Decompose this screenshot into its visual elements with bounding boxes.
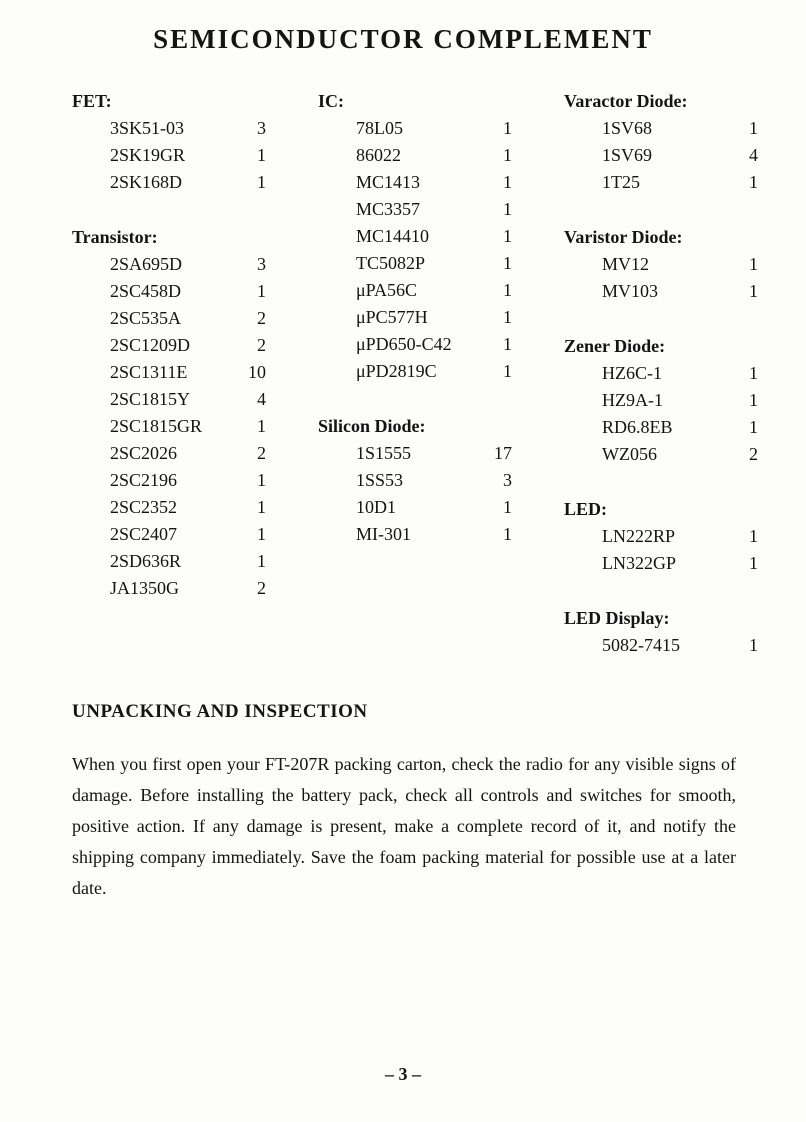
part-number: 2SK168D: [110, 172, 183, 192]
part-number: MV103: [602, 281, 659, 301]
part-quantity: 1: [257, 551, 266, 571]
part-row: [318, 142, 512, 169]
part-number: 1T25: [602, 172, 640, 192]
part-row: [564, 360, 758, 387]
part-quantity: 1: [749, 526, 758, 546]
group-varactor-diode: [564, 88, 758, 196]
part-quantity: 1: [749, 553, 758, 573]
group-header: Varistor Diode:: [564, 227, 683, 247]
part-number: HZ6C-1: [602, 363, 662, 383]
group-header: LED Display:: [564, 608, 670, 628]
part-row: [72, 142, 266, 169]
part-row: [564, 251, 758, 278]
part-number: LN222RP: [602, 526, 676, 546]
semiconductor-lists: [72, 88, 758, 659]
part-number: 2SD636R: [110, 551, 182, 571]
part-row: [318, 169, 512, 196]
part-quantity: 1: [257, 416, 266, 436]
part-row: [564, 523, 758, 550]
part-number: 2SC2407: [110, 524, 178, 544]
part-quantity: 2: [257, 443, 266, 463]
part-number: μPD650-C42: [356, 334, 452, 354]
group-varistor-diode: [564, 224, 758, 305]
part-quantity: 1: [749, 118, 758, 138]
part-quantity: 1: [503, 524, 512, 544]
part-quantity: 2: [257, 308, 266, 328]
group-fet: [72, 88, 266, 196]
part-row: [72, 467, 266, 494]
part-row: [318, 467, 512, 494]
part-number: MV12: [602, 254, 650, 274]
part-number: 2SC1311E: [110, 362, 188, 382]
part-quantity: 1: [257, 145, 266, 165]
page-title: SEMICONDUCTOR COMPLEMENT: [153, 24, 653, 54]
part-quantity: 1: [749, 254, 758, 274]
part-quantity: 4: [749, 145, 758, 165]
part-quantity: 1: [503, 361, 512, 381]
part-quantity: 1: [749, 363, 758, 383]
group-header: Silicon Diode:: [318, 416, 426, 436]
part-row: [318, 358, 512, 385]
part-quantity: 1: [749, 390, 758, 410]
part-row: [564, 632, 758, 659]
part-row: [318, 196, 512, 223]
part-quantity: 1: [503, 334, 512, 354]
part-quantity: 1: [503, 307, 512, 327]
part-row: [318, 223, 512, 250]
part-number: TC5082P: [356, 253, 426, 273]
part-quantity: 10: [248, 362, 266, 382]
group-led: [564, 496, 758, 577]
part-quantity: 1: [749, 172, 758, 192]
part-quantity: 2: [257, 335, 266, 355]
group-header: LED:: [564, 499, 608, 519]
group-header: Varactor Diode:: [564, 91, 688, 111]
part-quantity: 1: [749, 417, 758, 437]
part-quantity: 4: [257, 389, 266, 409]
part-row: [564, 441, 758, 468]
part-number: 3SK51-03: [110, 118, 185, 138]
part-number: 2SC2196: [110, 470, 178, 490]
part-quantity: 1: [257, 172, 266, 192]
group-ic: [318, 88, 512, 385]
group-led-display: [564, 605, 758, 659]
part-number: MC14410: [356, 226, 430, 246]
part-number: 1SS53: [356, 470, 404, 490]
part-quantity: 2: [749, 444, 758, 464]
part-row: [318, 494, 512, 521]
part-quantity: 1: [749, 635, 758, 655]
group-zener-diode: [564, 333, 758, 468]
part-number: 1SV69: [602, 145, 653, 165]
part-number: MC3357: [356, 199, 421, 219]
part-row: [564, 142, 758, 169]
part-number: 1SV68: [602, 118, 653, 138]
part-row: [564, 115, 758, 142]
part-row: [72, 440, 266, 467]
part-number: 78L05: [356, 118, 403, 138]
part-row: [72, 575, 266, 602]
group-header: Zener Diode:: [564, 336, 666, 356]
part-quantity: 1: [503, 226, 512, 246]
part-quantity: 1: [503, 172, 512, 192]
part-number: 86022: [356, 145, 401, 165]
unpacking-section: [72, 698, 736, 904]
part-number: RD6.8EB: [602, 417, 673, 437]
part-quantity: 1: [503, 280, 512, 300]
part-row: [72, 251, 266, 278]
part-row: [318, 277, 512, 304]
group-header: FET:: [72, 91, 112, 111]
part-quantity: 1: [503, 253, 512, 273]
part-number: 2SC2026: [110, 443, 178, 463]
part-number: 2SC535A: [110, 308, 182, 328]
part-number: MC1413: [356, 172, 421, 192]
part-number: 2SK19GR: [110, 145, 186, 165]
part-number: WZ056: [602, 444, 657, 464]
part-number: 5082-7415: [602, 635, 680, 655]
part-number: 2SC2352: [110, 497, 178, 517]
part-quantity: 1: [503, 145, 512, 165]
part-number: μPD2819C: [356, 361, 437, 381]
part-number: 2SA695D: [110, 254, 183, 274]
part-row: [72, 494, 266, 521]
part-quantity: 3: [257, 118, 266, 138]
part-row: [72, 305, 266, 332]
group-silicon-diode: [318, 413, 512, 548]
part-quantity: 17: [494, 443, 512, 463]
part-number: MI-301: [356, 524, 411, 544]
part-row: [318, 440, 512, 467]
part-row: [72, 169, 266, 196]
section-heading: UNPACKING AND INSPECTION: [72, 701, 368, 722]
part-number: HZ9A-1: [602, 390, 663, 410]
part-row: [564, 169, 758, 196]
list-column-2: [318, 88, 512, 659]
part-quantity: 2: [257, 578, 266, 598]
part-row: [72, 386, 266, 413]
part-row: [72, 548, 266, 575]
part-number: 2SC1815Y: [110, 389, 191, 409]
part-row: [564, 550, 758, 577]
list-column-3: [564, 88, 758, 659]
part-row: [72, 278, 266, 305]
part-number: μPC577H: [356, 307, 428, 327]
part-number: 2SC458D: [110, 281, 182, 301]
group-header: Transistor:: [72, 227, 158, 247]
part-quantity: 1: [257, 470, 266, 490]
section-paragraph: When you first open your FT-207R packing carton, check the radio for any visible signs of damage. Before installing the battery pack, check all controls and switches for smooth, positive action. If any damage is present, make a complete record of it, and notify the shipping company immediately. Save the foam packing material for possible use at a later date.: [72, 754, 736, 898]
part-number: LN322GP: [602, 553, 677, 573]
part-number: 1S1555: [356, 443, 412, 463]
part-row: [318, 250, 512, 277]
part-number: 10D1: [356, 497, 396, 517]
part-number: 2SC1209D: [110, 335, 191, 355]
part-quantity: 1: [257, 524, 266, 544]
part-quantity: 1: [503, 497, 512, 517]
group-header: IC:: [318, 91, 344, 111]
part-quantity: 1: [257, 497, 266, 517]
part-row: [72, 115, 266, 142]
part-row: [72, 413, 266, 440]
part-row: [318, 304, 512, 331]
part-number: JA1350G: [110, 578, 180, 598]
part-quantity: 1: [503, 118, 512, 138]
part-quantity: 1: [749, 281, 758, 301]
part-row: [72, 359, 266, 386]
part-number: μPA56C: [356, 280, 418, 300]
part-row: [72, 332, 266, 359]
list-column-1: [72, 88, 266, 659]
part-row: [318, 115, 512, 142]
part-row: [72, 521, 266, 548]
part-row: [564, 414, 758, 441]
part-row: [318, 521, 512, 548]
part-row: [564, 278, 758, 305]
page-number: – 3 –: [385, 1064, 421, 1084]
part-row: [564, 387, 758, 414]
part-quantity: 1: [503, 199, 512, 219]
part-quantity: 3: [257, 254, 266, 274]
part-quantity: 1: [257, 281, 266, 301]
part-number: 2SC1815GR: [110, 416, 203, 436]
group-transistor: [72, 224, 266, 602]
part-row: [318, 331, 512, 358]
part-quantity: 3: [503, 470, 512, 490]
